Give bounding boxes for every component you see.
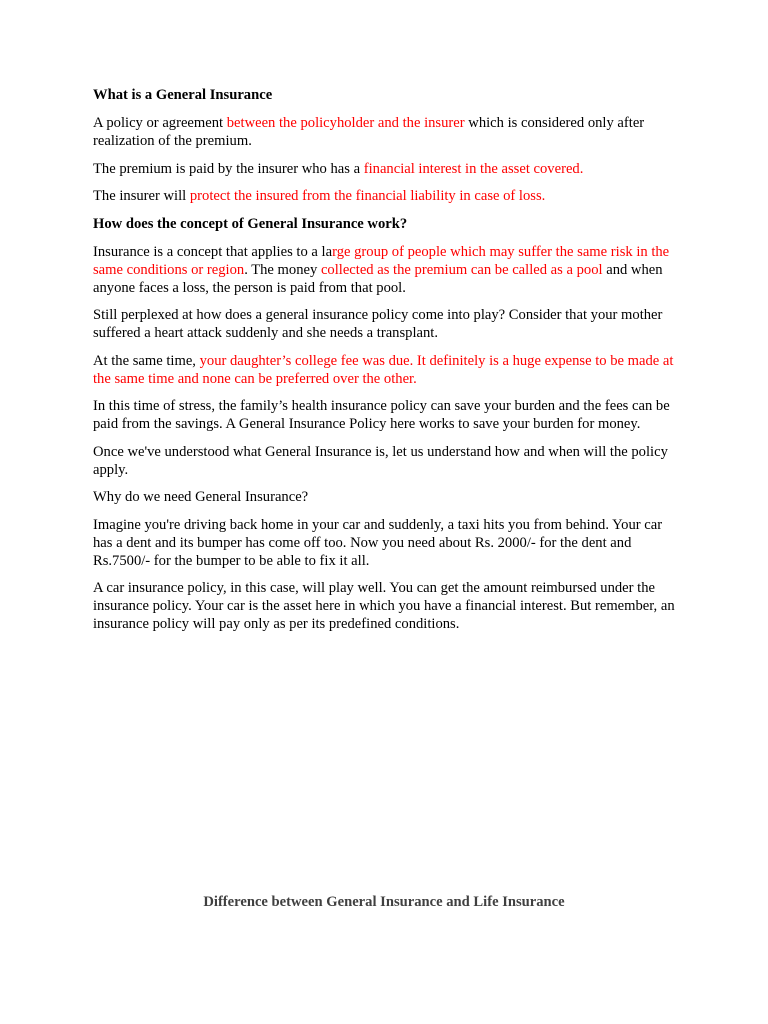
highlighted-text: rge group of people which may suffer the same risk in the same conditions or region [93,243,670,278]
text: Insurance is a concept that applies to a la [93,243,333,260]
heading-how-it-works: How does the concept of General Insurance work? [93,215,408,232]
paragraph-insurance-concept [93,243,683,297]
paragraph-perplexed: Still perplexed at how does a general insurance policy come into play? Consider that your mother suffered a heart attack suddenly and she needs a transplant. [93,307,663,341]
text: At the same time, [93,352,200,369]
text: . The money [244,261,321,278]
text: A policy or agreement [93,115,227,131]
text: which is considered only after realization of the premium. [93,115,645,149]
paragraph-policy-definition [93,114,683,150]
highlighted-text: collected as the premium can be called as a pool [320,261,603,278]
paragraph-car-policy: A car insurance policy, in this case, will play well. You can get the amount reimbursed under the insurance policy. Your car is the asset here in which you have a financial interest. But remember, an insurance policy will pay only as per its predefined conditions. [93,580,675,632]
document-body [93,86,683,643]
paragraph-insurer-protects [93,187,683,205]
paragraph-premium [93,160,683,178]
paragraph-same-time [93,352,683,388]
paragraph-stress: In this time of stress, the family’s health insurance policy can save your burden and the fees can be paid from the savings. A General Insurance Policy here works to save your burden for money. [93,398,670,432]
highlighted-text: protect the insured from the financial liability in case of loss. [189,188,546,204]
highlighted-text: between the policyholder and the insurer [226,115,465,131]
heading-what-is-general-insurance: What is a General Insurance [93,87,273,103]
paragraph-why-need: Why do we need General Insurance? [93,489,309,505]
text: and when anyone faces a loss, the person is paid from that pool. [93,261,663,296]
paragraph-understood: Once we've understood what General Insurance is, let us understand how and when will the policy apply. [93,443,668,478]
text: The insurer will [93,188,190,204]
heading-difference: Difference between General Insurance and Life Insurance [203,894,565,910]
highlighted-text: your daughter’s college fee was due. It definitely is a huge expense to be made at the same time and none can be preferred over the other. [93,352,674,387]
highlighted-text: financial interest in the asset covered. [363,160,584,177]
paragraph-car-example: Imagine you're driving back home in your car and suddenly, a taxi hits you from behind. Your car has a dent and its bumper has come off too. Now you need about Rs. 2000/- for the dent and Rs.7500/- for the bumper to be able to fix it all. [93,516,663,569]
text: The premium is paid by the insurer who has a [93,160,364,177]
